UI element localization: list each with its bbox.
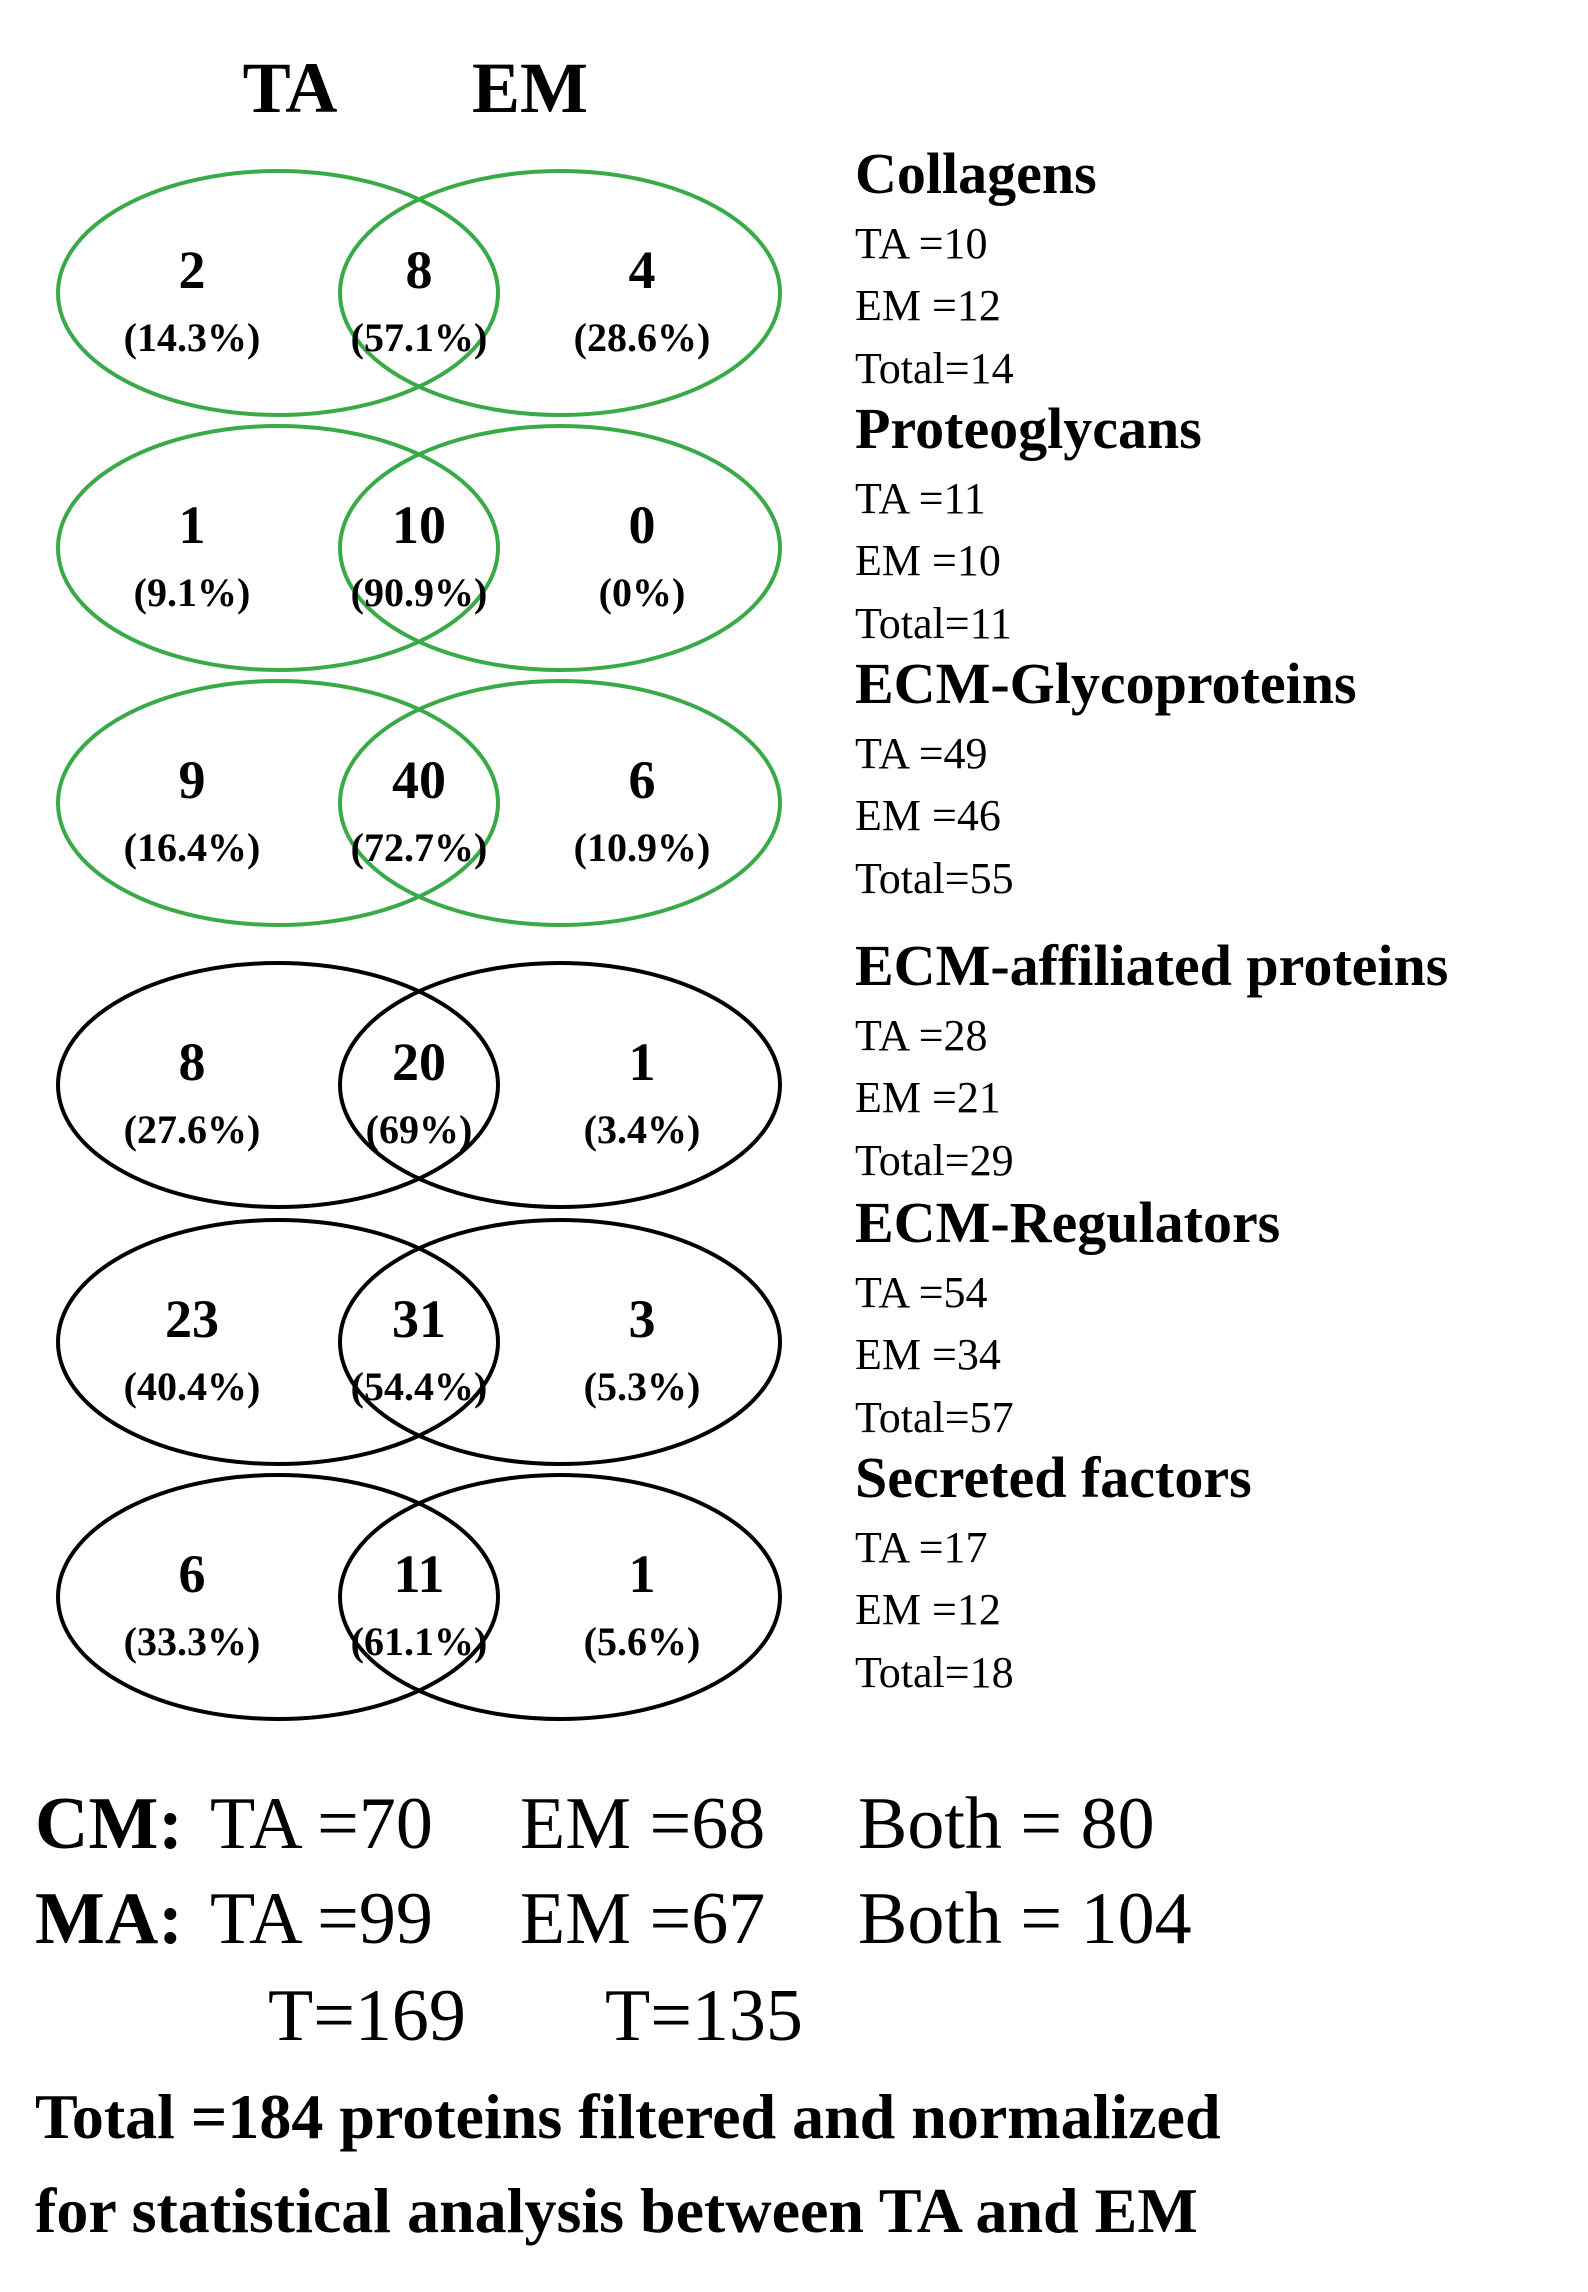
venn-both-percent: (69%) [365, 1107, 473, 1152]
venn-both-percent: (57.1%) [350, 315, 488, 360]
category-ta-count: TA =28 [855, 1011, 988, 1060]
venn-left-count: 23 [165, 1289, 219, 1349]
venn-right-percent: (10.9%) [573, 825, 711, 870]
header-em: EM [472, 48, 588, 128]
venn-both-count: 11 [393, 1544, 445, 1604]
venn-left-percent: (16.4%) [123, 825, 261, 870]
venn-secreted-factors [58, 1445, 1252, 1719]
category-title: ECM-Glycoproteins [855, 651, 1357, 716]
category-ta-count: TA =10 [855, 219, 988, 268]
venn-collagens [58, 141, 1097, 415]
venn-both-count: 31 [392, 1289, 446, 1349]
venn-right-percent: (3.4%) [583, 1107, 701, 1152]
category-em-count: EM =34 [855, 1330, 1001, 1379]
category-total-count: Total=29 [855, 1136, 1014, 1185]
venn-right-count: 1 [628, 1544, 656, 1604]
header-ta: TA [242, 48, 338, 128]
venn-both-percent: (54.4%) [350, 1364, 488, 1409]
category-ta-count: TA =11 [855, 474, 986, 523]
category-title: ECM-Regulators [855, 1190, 1281, 1255]
category-total-count: Total=11 [855, 599, 1012, 648]
category-em-count: EM =46 [855, 791, 1001, 840]
summary-block [35, 1783, 1192, 2057]
venn-left-count: 2 [178, 240, 206, 300]
venn-both-count: 20 [392, 1032, 446, 1092]
category-ta-count: TA =54 [855, 1268, 988, 1317]
venn-both-count: 10 [392, 495, 446, 555]
venn-left-percent: (33.3%) [123, 1619, 261, 1664]
venn-right-percent: (28.6%) [573, 315, 711, 360]
category-title: ECM-affiliated proteins [855, 933, 1449, 998]
venn-left-count: 1 [178, 495, 206, 555]
venn-right-count: 3 [628, 1289, 656, 1349]
category-total-count: Total=14 [855, 344, 1014, 393]
category-title: Secreted factors [855, 1445, 1252, 1510]
summary-cm-both: Both = 80 [858, 1783, 1155, 1865]
venn-right-count: 6 [628, 750, 656, 810]
footer-line-1: Total =184 proteins filtered and normalized [35, 2081, 1221, 2152]
venn-right-count: 4 [628, 240, 656, 300]
venn-right-count: 0 [628, 495, 656, 555]
category-title: Collagens [855, 141, 1097, 206]
category-em-count: EM =10 [855, 536, 1001, 585]
venn-left-percent: (27.6%) [123, 1107, 261, 1152]
summary-ma-label: MA: [35, 1878, 183, 1960]
venn-left-percent: (9.1%) [133, 570, 251, 615]
summary-cm-ta: TA =70 [210, 1783, 433, 1865]
summary-ma-ta: TA =99 [210, 1878, 433, 1960]
category-em-count: EM =12 [855, 281, 1001, 330]
category-total-count: Total=57 [855, 1393, 1014, 1442]
summary-ma-em: EM =67 [520, 1878, 766, 1960]
summary-cm-label: CM: [35, 1783, 183, 1865]
venn-left-percent: (14.3%) [123, 315, 261, 360]
category-ta-count: TA =17 [855, 1523, 988, 1572]
category-total-count: Total=55 [855, 854, 1014, 903]
category-em-count: EM =12 [855, 1585, 1001, 1634]
venn-left-count: 9 [178, 750, 206, 810]
venn-ecm-regulators [58, 1190, 1280, 1464]
venn-both-count: 40 [392, 750, 446, 810]
category-total-count: Total=18 [855, 1648, 1014, 1697]
category-ta-count: TA =49 [855, 729, 988, 778]
venn-both-percent: (90.9%) [350, 570, 488, 615]
summary-total-em: T=135 [605, 1975, 803, 2057]
venn-right-percent: (5.6%) [583, 1619, 701, 1664]
summary-cm-em: EM =68 [520, 1783, 766, 1865]
venn-list [58, 141, 1448, 1719]
category-title: Proteoglycans [855, 396, 1202, 461]
category-em-count: EM =21 [855, 1073, 1001, 1122]
venn-both-percent: (61.1%) [350, 1619, 488, 1664]
venn-left-percent: (40.4%) [123, 1364, 261, 1409]
venn-ecm-affiliated-proteins [58, 933, 1448, 1207]
venn-ecm-glycoproteins [58, 651, 1357, 925]
venn-both-percent: (72.7%) [350, 825, 488, 870]
venn-proteoglycans [58, 396, 1202, 670]
venn-left-count: 8 [178, 1032, 206, 1092]
footer-line-2: for statistical analysis between TA and EM [35, 2175, 1198, 2246]
summary-ma-both: Both = 104 [858, 1878, 1192, 1960]
venn-right-percent: (0%) [598, 570, 686, 615]
venn-right-count: 1 [628, 1032, 656, 1092]
venn-both-count: 8 [405, 240, 433, 300]
venn-left-count: 6 [178, 1544, 206, 1604]
summary-total-ta: T=169 [268, 1975, 466, 2057]
venn-right-percent: (5.3%) [583, 1364, 701, 1409]
